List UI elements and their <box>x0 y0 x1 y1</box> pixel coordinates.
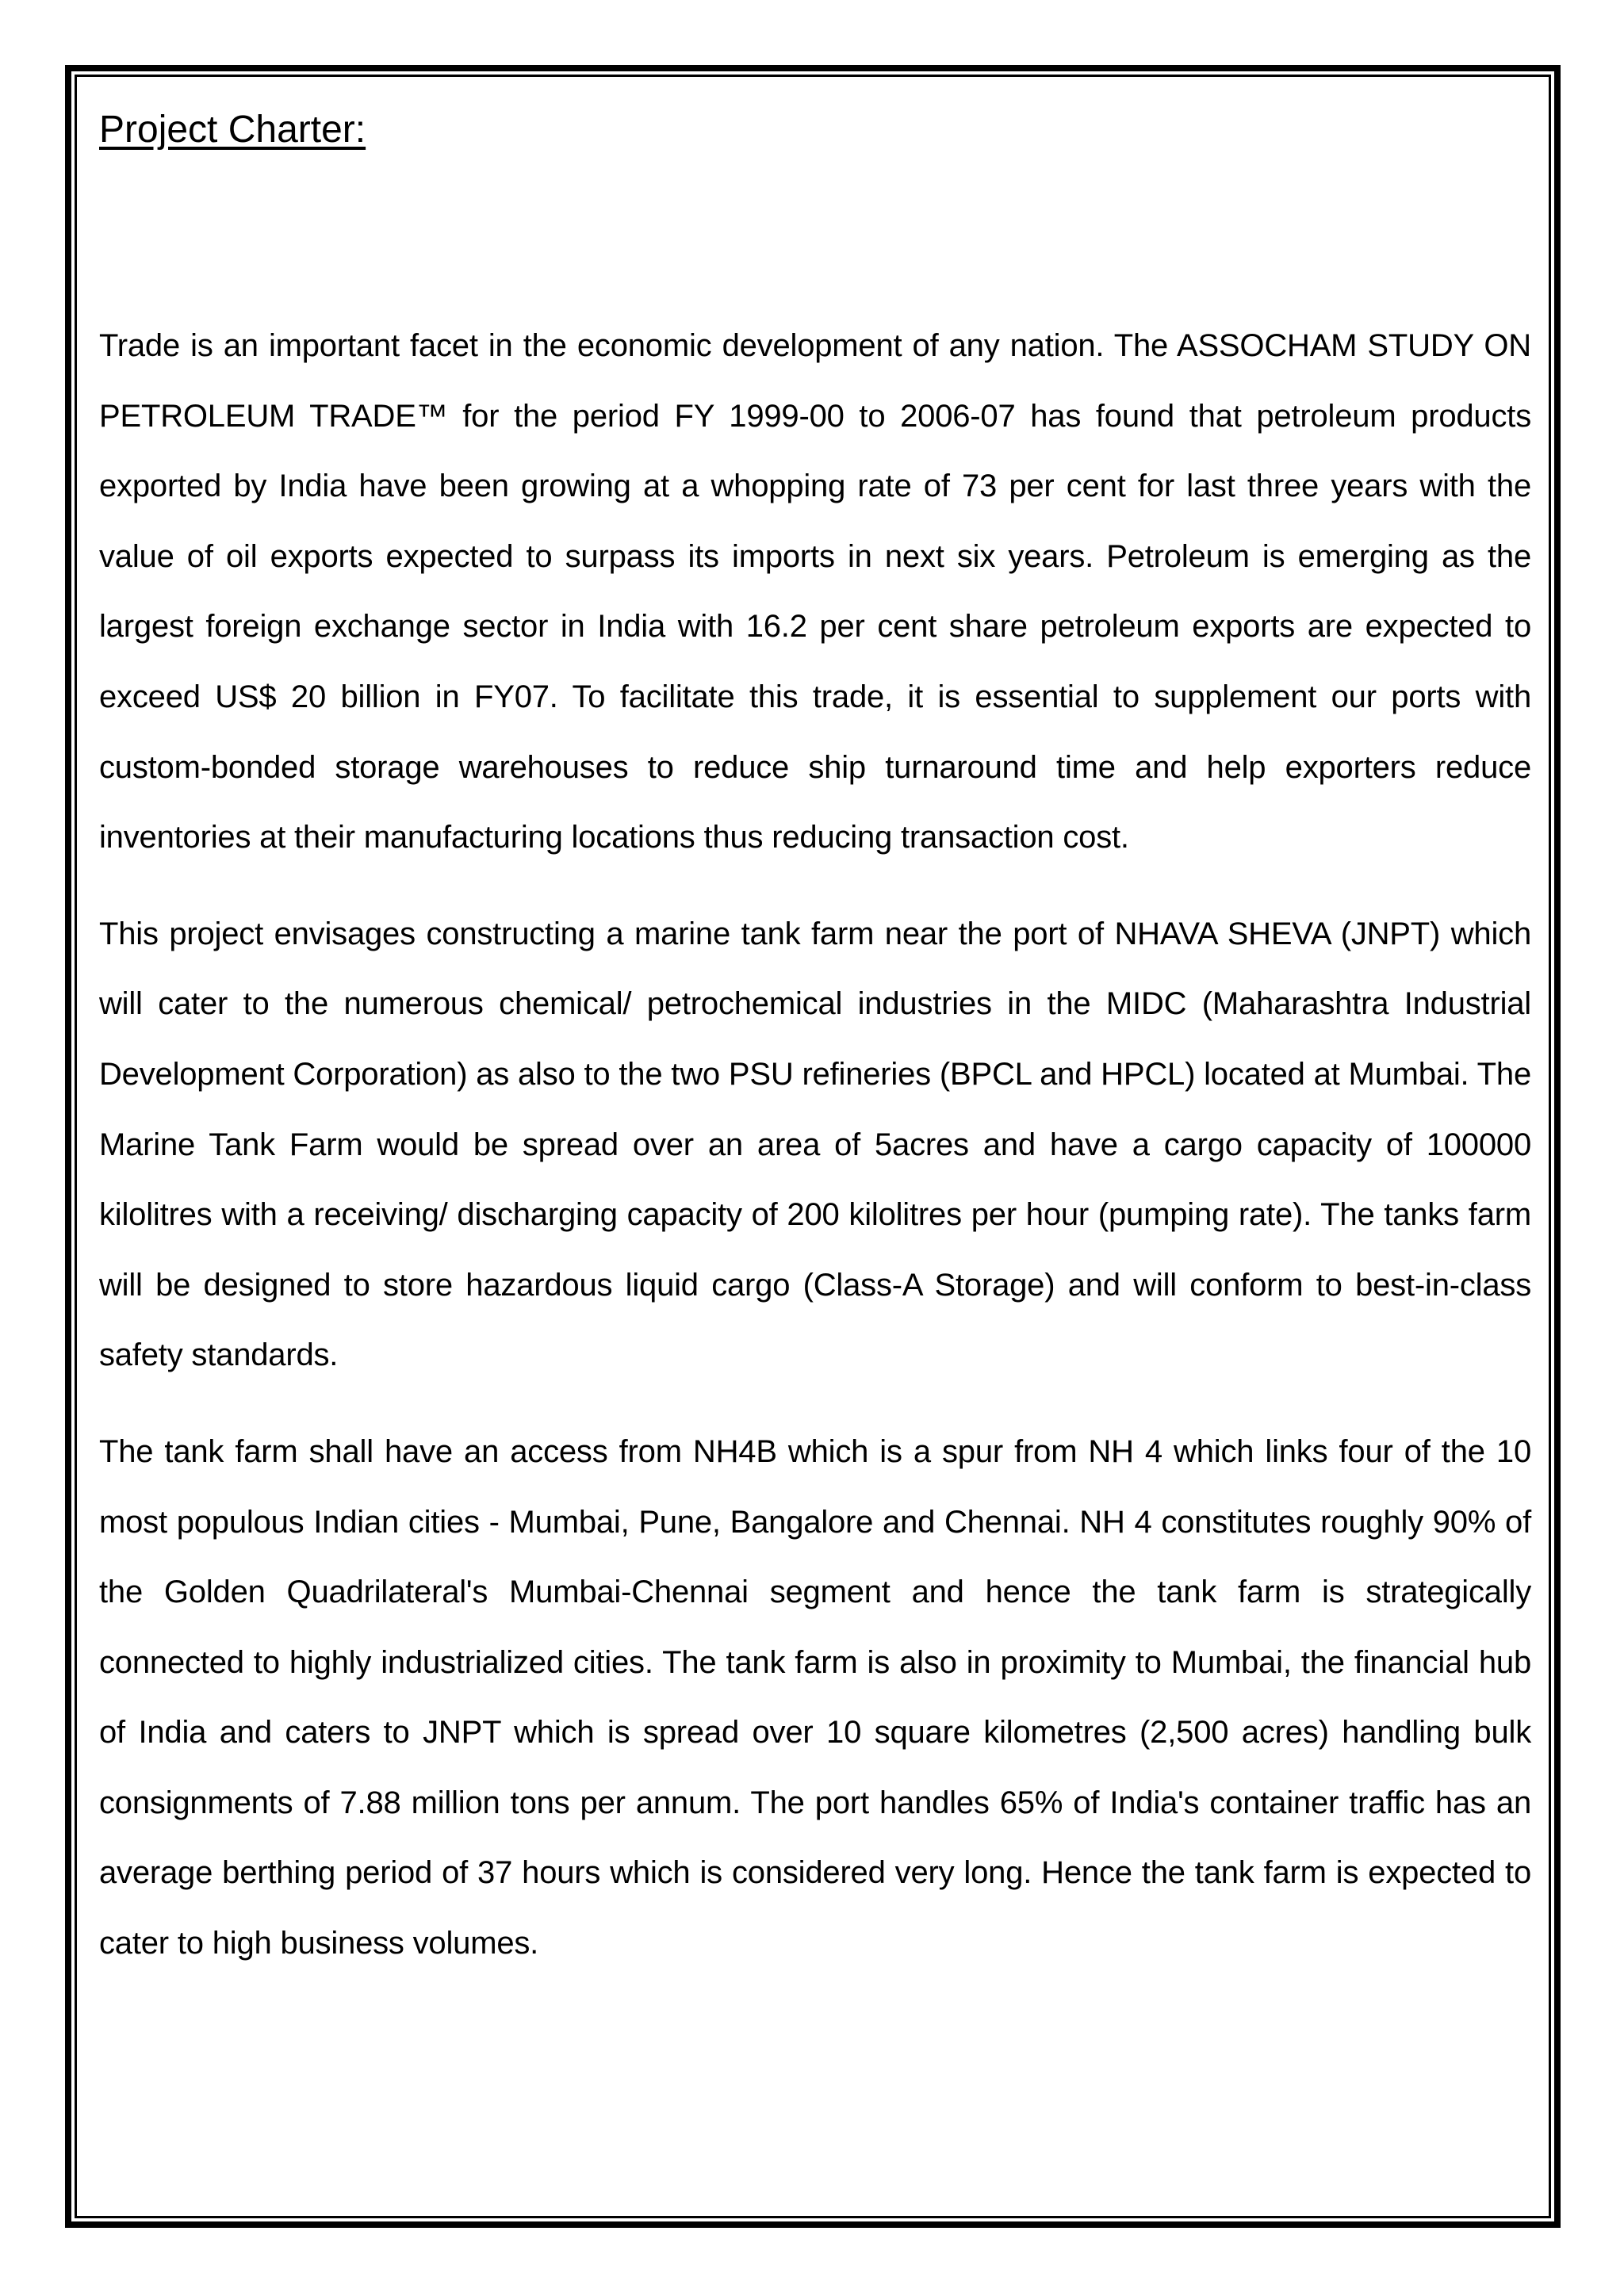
paragraph-project-description: This project envisages constructing a marine tank farm near the port of NHAVA SHEVA (JNPT) which will cater to the numerous chemical/ petrochemical industries in the MIDC (Maharashtra Industrial Development Corporation) as also to the two PSU refineries (BPCL and HPCL) located at Mumbai. The Marine Tank Farm would be spread over an area of 5acres and have a cargo capacity of 100000 kilolitres with a receiving/ discharging capacity of 200 kilolitres per hour (pumping rate). The tanks farm will be designed to store hazardous liquid cargo (Class-A Storage) and will conform to best-in-class safety standards. <box>99 916 1531 1373</box>
paragraph-trade-overview: Trade is an important facet in the economic development of any nation. The ASSOCHAM STUDY ON PETROLEUM TRADE™ for the period FY 1999-00 to 2006-07 has found that petroleum products exported by India have been growing at a whopping rate of 73 per cent for last three years with the value of oil exports expected to surpass its imports in next six years. Petroleum is emerging as the largest foreign exchange sector in India with 16.2 per cent share petroleum exports are expected to exceed US$ 20 billion in FY07. To facilitate this trade, it is essential to supplement our ports with custom-bonded storage warehouses to reduce ship turnaround time and help exporters reduce inventories at their manufacturing locations thus reducing transaction cost. <box>99 328 1531 855</box>
page-title: Project Charter: <box>99 109 366 151</box>
document-body <box>99 101 1531 1979</box>
paragraph-location-access: The tank farm shall have an access from NH4B which is a spur from NH 4 which links four of the 10 most populous Indian cities - Mumbai, Pune, Bangalore and Chennai. NH 4 constitutes roughly 90% of the Golden Quadrilateral's Mumbai-Chennai segment and hence the tank farm is strategically connected to highly industrialized cities. The tank farm is also in proximity to Mumbai, the financial hub of India and caters to JNPT which is spread over 10 square kilometres (2,500 acres) handling bulk consignments of 7.88 million tons per annum. The port handles 65% of India's container traffic has an average berthing period of 37 hours which is considered very long. Hence the tank farm is expected to cater to high business volumes. <box>99 1433 1531 1961</box>
